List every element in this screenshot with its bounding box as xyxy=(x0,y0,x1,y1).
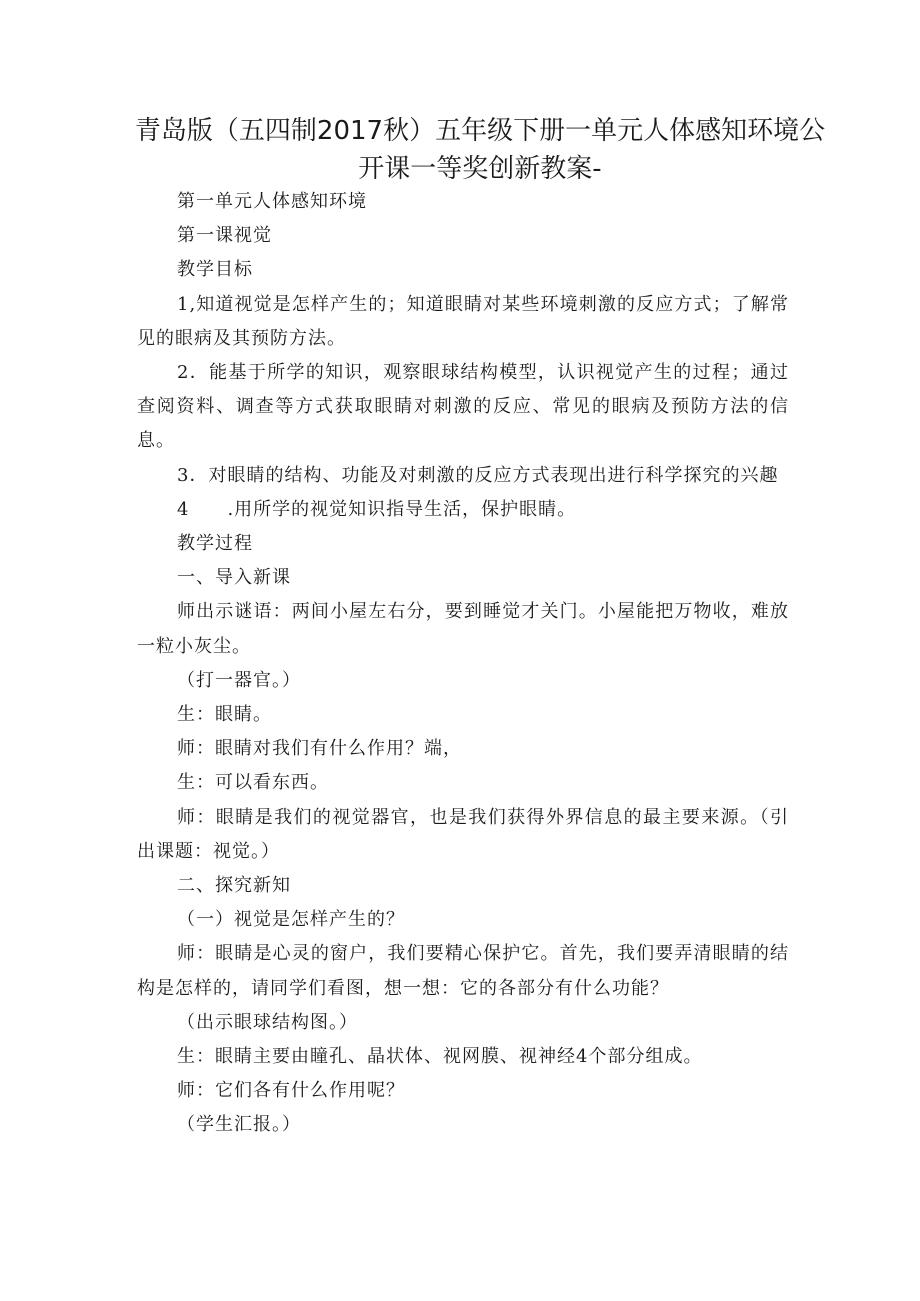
objective-4-text: .用所学的视觉知识指导生活，保护眼睛。 xyxy=(227,498,577,520)
paragraph-teacher-2: 师：眼睛是我们的视觉器官，也是我们获得外界信息的最主要来源。（引出课题：视觉。） xyxy=(137,806,789,862)
section-explore-heading: 二、探究新知 xyxy=(177,875,291,897)
subsection-1-heading: （一）视觉是怎样产生的？ xyxy=(177,909,405,931)
paragraph-riddle: 师出示谜语：两间小屋左右分，要到睡觉才关门。小屋能把万物收，难放一粒小灰尘。 xyxy=(137,601,789,657)
paragraph-teacher-1: 师：眼睛对我们有什么作用？端， xyxy=(177,738,462,760)
paragraph-student-report: （学生汇报。） xyxy=(177,1114,301,1136)
document-body xyxy=(137,185,789,1143)
unit-heading: 第一单元人体感知环境 xyxy=(177,191,367,212)
objective-4-number: 4 xyxy=(177,498,190,520)
objective-2: 2．能基于所学的知识，观察眼球结构模型，认识视觉产生的过程；通过查阅资料、调查等方式获取眼睛对刺激的反应、常见的眼病及预防方法的信息。 xyxy=(137,362,789,452)
document-title: 青岛版（五四制2017秋）五年级下册一单元人体感知环境公开课一等奖创新教案- xyxy=(134,116,826,184)
paragraph-teacher-3: 师：眼睛是心灵的窗户，我们要精心保护它。首先，我们要弄清眼睛的结构是怎样的，请同学们看图，想一想：它的各部分有什么功能？ xyxy=(137,943,789,999)
objective-1: 1,知道视觉是怎样产生的；知道眼睛对某些环境刺激的反应方式；了解常见的眼病及其预防方法。 xyxy=(137,293,789,349)
paragraph-student-3: 生：眼睛主要由瞳孔、晶状体、视网膜、视神经4个部分组成。 xyxy=(177,1046,703,1068)
paragraph-riddle-hint: （打一器官。） xyxy=(177,669,301,691)
paragraph-student-2: 生：可以看东西。 xyxy=(177,772,329,794)
objectives-heading: 教学目标 xyxy=(177,259,253,281)
paragraph-show-diagram: （出示眼球结构图。） xyxy=(177,1011,358,1033)
process-heading: 教学过程 xyxy=(177,533,253,555)
paragraph-teacher-4: 师：它们各有什么作用呢？ xyxy=(177,1080,405,1102)
lesson-heading: 第一课视觉 xyxy=(177,225,272,247)
objective-4 xyxy=(137,493,789,527)
objective-3: 3．对眼睛的结构、功能及对刺激的反应方式表现出进行科学探究的兴趣 xyxy=(177,464,779,486)
section-intro-heading: 一、导入新课 xyxy=(177,567,291,589)
paragraph-student-1: 生：眼睛。 xyxy=(177,704,272,726)
